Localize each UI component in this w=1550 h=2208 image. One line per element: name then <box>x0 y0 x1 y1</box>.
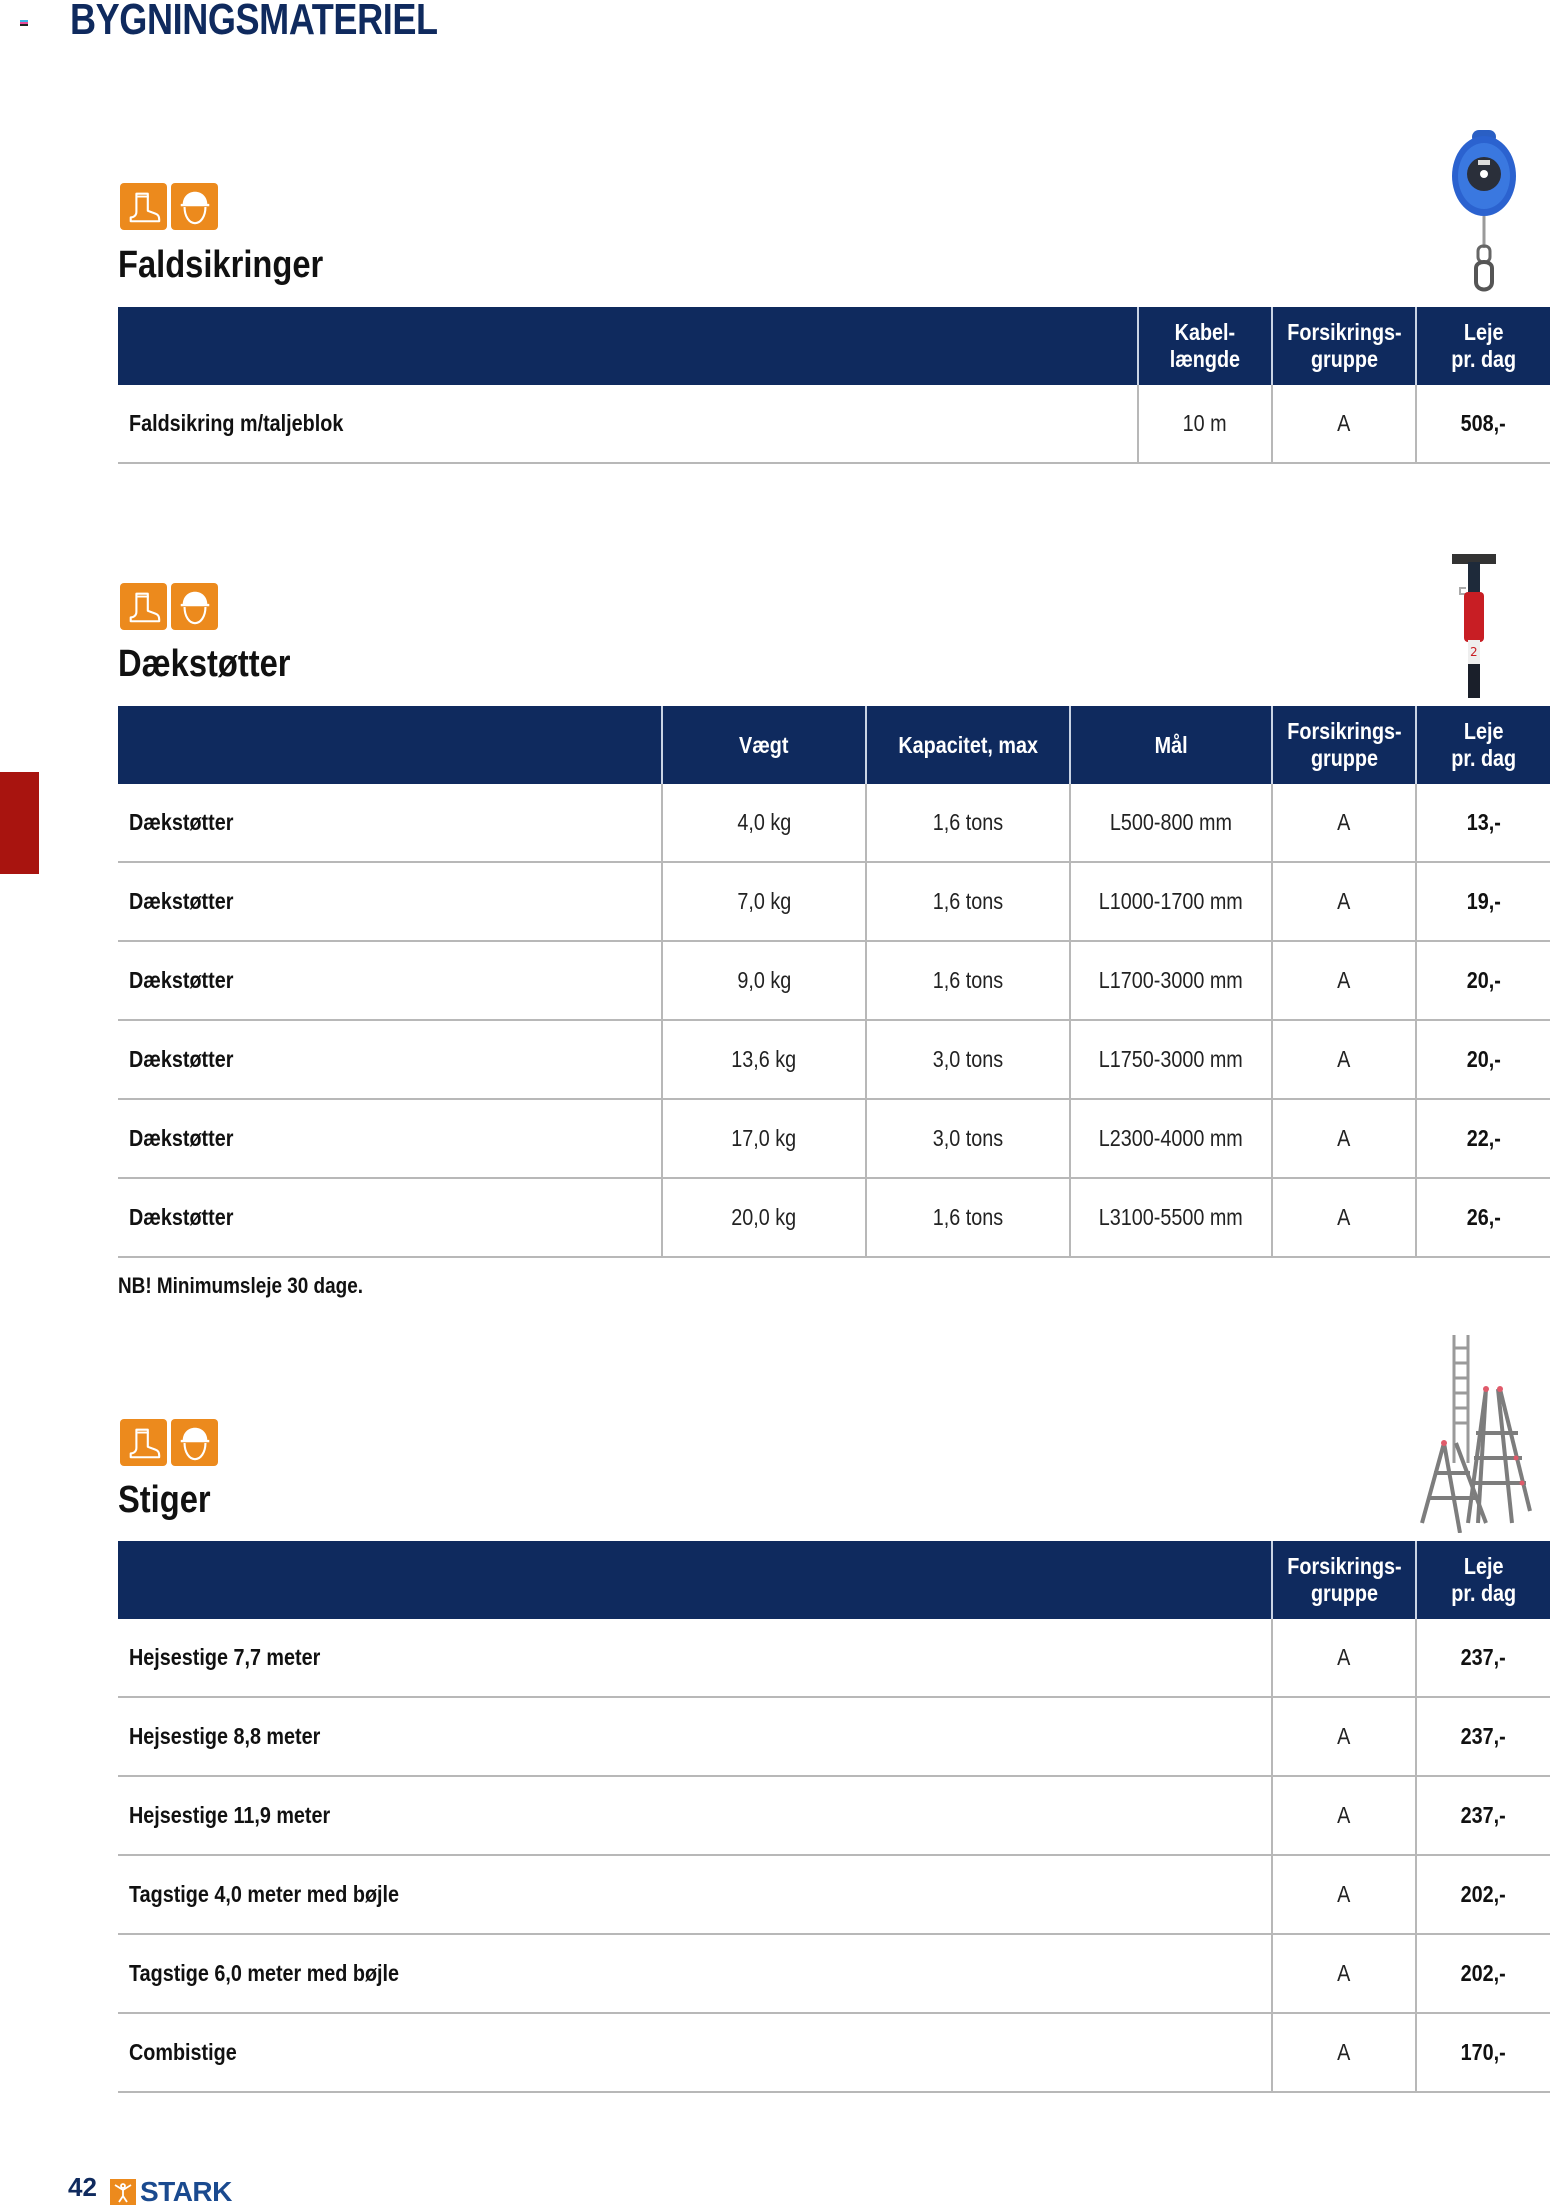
weight: 17,0 kg <box>662 1099 866 1178</box>
safety-boot-icon <box>120 1419 167 1466</box>
safety-icons <box>120 583 218 630</box>
svg-text:2: 2 <box>1470 645 1478 659</box>
table-header-row <box>118 706 1550 784</box>
page-number: 42 <box>68 2172 97 2202</box>
dimensions: L1700-3000 mm <box>1070 941 1272 1020</box>
capacity: 3,0 tons <box>866 1099 1070 1178</box>
section-title-daekstoetter: Dækstøtter <box>118 643 291 685</box>
floor-prop-image <box>1448 552 1500 700</box>
col-header-vaegt: Vægt <box>662 706 866 784</box>
product-name: Dækstøtter <box>118 784 662 862</box>
insurance-group: A <box>1272 1099 1416 1178</box>
daily-rent-price: 22,- <box>1416 1099 1550 1178</box>
safety-boot-icon <box>120 183 167 230</box>
table-row <box>118 1934 1550 2013</box>
table-row <box>118 1099 1550 1178</box>
safety-icons <box>120 183 218 230</box>
daily-rent-price: 20,- <box>1416 941 1550 1020</box>
col-header-name <box>118 706 662 784</box>
table-row <box>118 862 1550 941</box>
page-title: BYGNINGSMATERIEL <box>70 0 438 44</box>
weight: 9,0 kg <box>662 941 866 1020</box>
dimensions: L2300-4000 mm <box>1070 1099 1272 1178</box>
col-header-name <box>118 307 1138 385</box>
dimensions: L1750-3000 mm <box>1070 1020 1272 1099</box>
brand-name: STARK <box>140 2176 232 2207</box>
daily-rent-price: 19,- <box>1416 862 1550 941</box>
product-name: Combistige <box>118 2013 1272 2092</box>
product-name: Hejsestige 11,9 meter <box>118 1776 1272 1855</box>
hard-hat-icon <box>171 1419 218 1466</box>
daekstoetter-table <box>118 706 1550 1258</box>
insurance-group: A <box>1272 784 1416 862</box>
insurance-group: A <box>1272 1178 1416 1257</box>
table-row <box>118 385 1550 463</box>
daily-rent-price: 202,- <box>1416 1855 1550 1934</box>
table-row <box>118 1697 1550 1776</box>
col-header-leje: Leje pr. dag <box>1416 706 1550 784</box>
table-header-row <box>118 1541 1550 1619</box>
capacity: 1,6 tons <box>866 784 1070 862</box>
weight: 7,0 kg <box>662 862 866 941</box>
product-name: Dækstøtter <box>118 1099 662 1178</box>
daily-rent-price: 20,- <box>1416 1020 1550 1099</box>
table-row <box>118 941 1550 1020</box>
insurance-group: A <box>1272 1855 1416 1934</box>
dimensions: L500-800 mm <box>1070 784 1272 862</box>
col-header-maal: Mål <box>1070 706 1272 784</box>
table-row <box>118 2013 1550 2092</box>
col-header-kabellaengde: Kabel- længde <box>1138 307 1272 385</box>
daily-rent-price: 237,- <box>1416 1697 1550 1776</box>
daily-rent-price: 170,- <box>1416 2013 1550 2092</box>
hard-hat-icon <box>171 183 218 230</box>
daily-rent-price: 13,- <box>1416 784 1550 862</box>
insurance-group: A <box>1272 1697 1416 1776</box>
chapter-tab-marker <box>0 772 39 874</box>
cable-length: 10 m <box>1138 385 1272 463</box>
capacity: 1,6 tons <box>866 862 1070 941</box>
product-name: Dækstøtter <box>118 941 662 1020</box>
product-name: Hejsestige 8,8 meter <box>118 1697 1272 1776</box>
col-header-name <box>118 1541 1272 1619</box>
table-row <box>118 1855 1550 1934</box>
weight: 13,6 kg <box>662 1020 866 1099</box>
daily-rent-price: 237,- <box>1416 1619 1550 1697</box>
print-registration-mark <box>20 20 28 26</box>
hard-hat-icon <box>171 583 218 630</box>
capacity: 1,6 tons <box>866 941 1070 1020</box>
col-header-leje: Leje pr. dag <box>1416 1541 1550 1619</box>
capacity: 3,0 tons <box>866 1020 1070 1099</box>
col-header-forsikringsgruppe: Forsikrings- gruppe <box>1272 706 1416 784</box>
product-name: Tagstige 6,0 meter med bøjle <box>118 1934 1272 2013</box>
table-row <box>118 1619 1550 1697</box>
insurance-group: A <box>1272 2013 1416 2092</box>
table-row <box>118 784 1550 862</box>
product-name: Dækstøtter <box>118 862 662 941</box>
product-name: Tagstige 4,0 meter med bøjle <box>118 1855 1272 1934</box>
col-header-forsikringsgruppe: Forsikrings- gruppe <box>1272 1541 1416 1619</box>
insurance-group: A <box>1272 1776 1416 1855</box>
dimensions: L1000-1700 mm <box>1070 862 1272 941</box>
daily-rent-price: 26,- <box>1416 1178 1550 1257</box>
col-header-leje: Leje pr. dag <box>1416 307 1550 385</box>
ladders-image <box>1416 1333 1540 1533</box>
insurance-group: A <box>1272 1619 1416 1697</box>
insurance-group: A <box>1272 385 1416 463</box>
col-header-forsikringsgruppe: Forsikrings- gruppe <box>1272 307 1416 385</box>
insurance-group: A <box>1272 1020 1416 1099</box>
capacity: 1,6 tons <box>866 1178 1070 1257</box>
col-header-kapacitet: Kapacitet, max <box>866 706 1070 784</box>
insurance-group: A <box>1272 1934 1416 2013</box>
insurance-group: A <box>1272 941 1416 1020</box>
section-title-stiger: Stiger <box>118 1479 211 1521</box>
section-title-faldsikringer: Faldsikringer <box>118 244 324 286</box>
daily-rent-price: 508,- <box>1416 385 1550 463</box>
daily-rent-price: 202,- <box>1416 1934 1550 2013</box>
daily-rent-price: 237,- <box>1416 1776 1550 1855</box>
weight: 20,0 kg <box>662 1178 866 1257</box>
stark-figure-icon <box>110 2179 136 2205</box>
stark-logo <box>110 2176 232 2208</box>
product-name: Dækstøtter <box>118 1020 662 1099</box>
insurance-group: A <box>1272 862 1416 941</box>
table-row <box>118 1178 1550 1257</box>
stiger-table <box>118 1541 1550 2093</box>
table-row <box>118 1020 1550 1099</box>
table-row <box>118 1776 1550 1855</box>
faldsikringer-table <box>118 307 1550 464</box>
dimensions: L3100-5500 mm <box>1070 1178 1272 1257</box>
minimum-rent-note: NB! Minimumsleje 30 dage. <box>118 1273 363 1298</box>
product-name: Hejsestige 7,7 meter <box>118 1619 1272 1697</box>
weight: 4,0 kg <box>662 784 866 862</box>
safety-boot-icon <box>120 583 167 630</box>
fall-arrest-block-image <box>1448 128 1520 298</box>
safety-icons <box>120 1419 218 1466</box>
table-header-row <box>118 307 1550 385</box>
product-name: Faldsikring m/taljeblok <box>118 385 1138 463</box>
product-name: Dækstøtter <box>118 1178 662 1257</box>
